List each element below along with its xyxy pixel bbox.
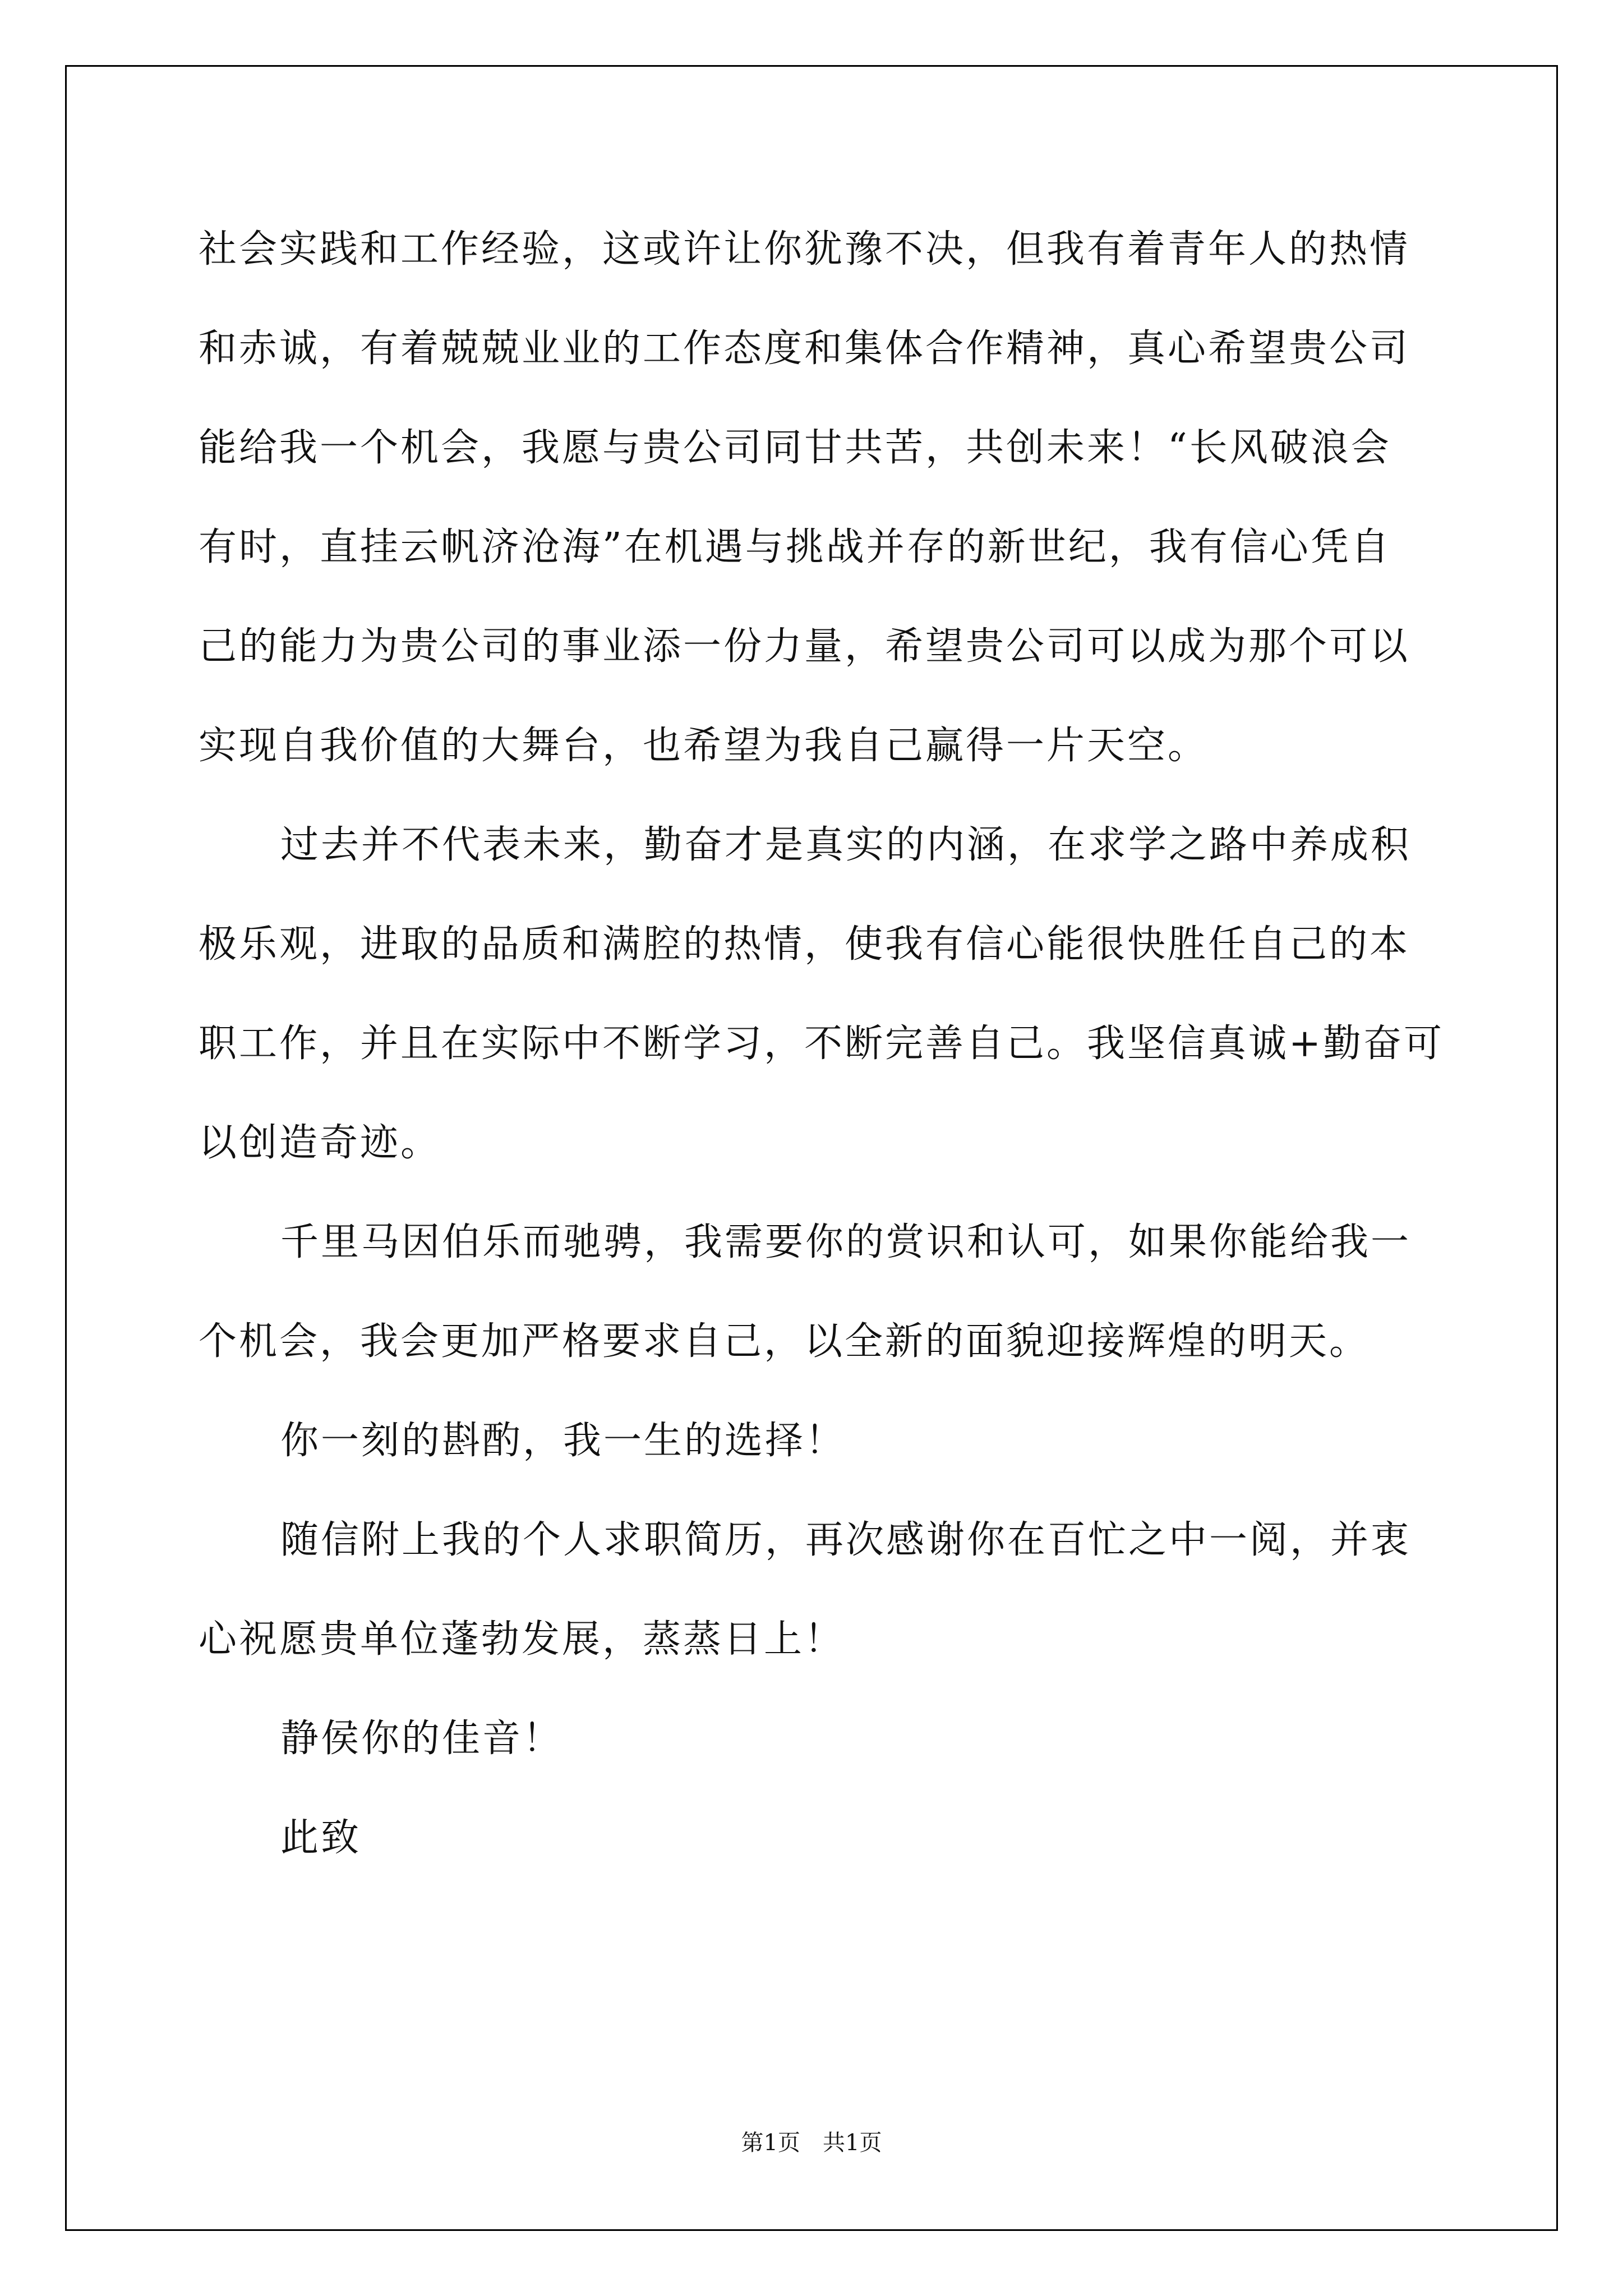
text-line: 你一刻的斟酌，我一生的选择！ <box>280 1419 846 1463</box>
text-line: 极乐观，进取的品质和满腔的热情，使我有信心能很快胜任自己的本 <box>199 922 1410 967</box>
text-line: 随信附上我的个人求职简历，再次感谢你在百忙之中一阅，并衷 <box>280 1518 1412 1562</box>
text-line: 有时，直挂云帆济沧海”在机遇与挑战并存的新世纪，我有信心凭自 <box>199 525 1391 569</box>
text-line: 职工作，并且在实际中不断学习，不断完善自己。我坚信真诚+勤奋可 <box>199 1022 1444 1066</box>
text-line: 千里马因伯乐而驰骋，我需要你的赏识和认可，如果你能给我一 <box>280 1220 1412 1264</box>
text-line: 实现自我价值的大舞台，也希望为我自己赢得一片天空。 <box>199 724 1209 768</box>
text-line: 和赤诚，有着兢兢业业的工作态度和集体合作精神，真心希望贵公司 <box>199 326 1410 371</box>
page-number-footer: 第1页 共1页 <box>741 2130 882 2156</box>
text-line: 心祝愿贵单位蓬勃发展，蒸蒸日上！ <box>199 1617 845 1662</box>
text-line: 过去并不代表未来，勤奋才是真实的内涵，在求学之路中养成积 <box>280 823 1412 867</box>
text-line: 社会实践和工作经验，这或许让你犹豫不决，但我有着青年人的热情 <box>199 227 1410 272</box>
text-line: 己的能力为贵公司的事业添一份力量，希望贵公司可以成为那个可以 <box>199 624 1410 669</box>
text-line: 以创造奇迹。 <box>199 1121 441 1165</box>
text-line: 静侯你的佳音！ <box>280 1717 564 1761</box>
text-line: 此致 <box>280 1816 362 1860</box>
text-line: 个机会，我会更加严格要求自己，以全新的面貌迎接辉煌的明天。 <box>199 1319 1370 1364</box>
text-line: 能给我一个机会，我愿与贵公司同甘共苦，共创未来！“长风破浪会 <box>199 426 1391 470</box>
